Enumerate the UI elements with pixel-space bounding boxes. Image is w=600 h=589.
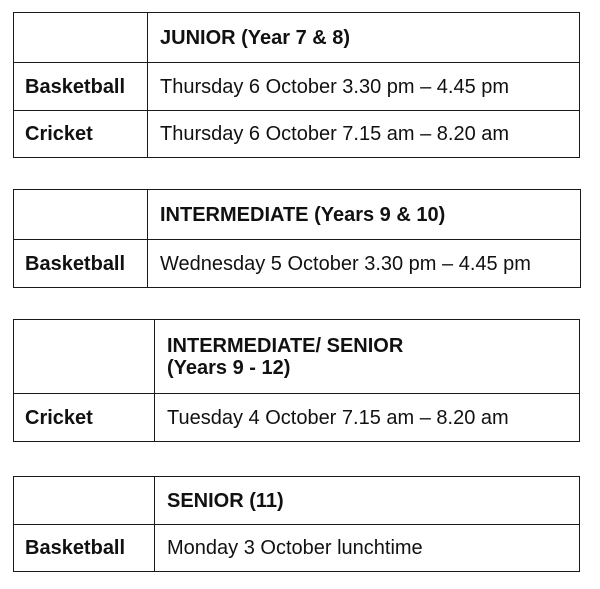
table-header-line: INTERMEDIATE/ SENIOR <box>167 334 404 357</box>
time-cell: Thursday 6 October 3.30 pm – 4.45 pm <box>148 63 580 111</box>
table-header-row <box>14 190 581 240</box>
blank-header-cell <box>14 190 148 240</box>
table-header-row <box>14 320 580 394</box>
table-header <box>155 320 580 394</box>
table-header-line: (Years 9 - 12) <box>167 356 291 379</box>
table-row <box>14 525 580 572</box>
sport-cell: Basketball <box>14 63 148 111</box>
blank-header-cell <box>14 13 148 63</box>
table-row <box>14 111 580 158</box>
table-row <box>14 394 580 442</box>
table-header: SENIOR (11) <box>155 477 580 525</box>
blank-header-cell <box>14 477 155 525</box>
junior-schedule-table <box>13 12 580 158</box>
sport-cell: Cricket <box>14 111 148 158</box>
table-header: INTERMEDIATE (Years 9 & 10) <box>148 190 581 240</box>
table-header: JUNIOR (Year 7 & 8) <box>148 13 580 63</box>
table-header-row <box>14 13 580 63</box>
table-row <box>14 63 580 111</box>
time-cell: Thursday 6 October 7.15 am – 8.20 am <box>148 111 580 158</box>
table-row <box>14 240 581 288</box>
sport-cell: Basketball <box>14 240 148 288</box>
sport-cell: Basketball <box>14 525 155 572</box>
sport-cell: Cricket <box>14 394 155 442</box>
time-cell: Tuesday 4 October 7.15 am – 8.20 am <box>155 394 580 442</box>
intermediate-senior-schedule-table <box>13 319 580 442</box>
time-cell: Wednesday 5 October 3.30 pm – 4.45 pm <box>148 240 581 288</box>
table-header-row <box>14 477 580 525</box>
blank-header-cell <box>14 320 155 394</box>
time-cell: Monday 3 October lunchtime <box>155 525 580 572</box>
intermediate-schedule-table <box>13 189 581 288</box>
senior-schedule-table <box>13 476 580 572</box>
